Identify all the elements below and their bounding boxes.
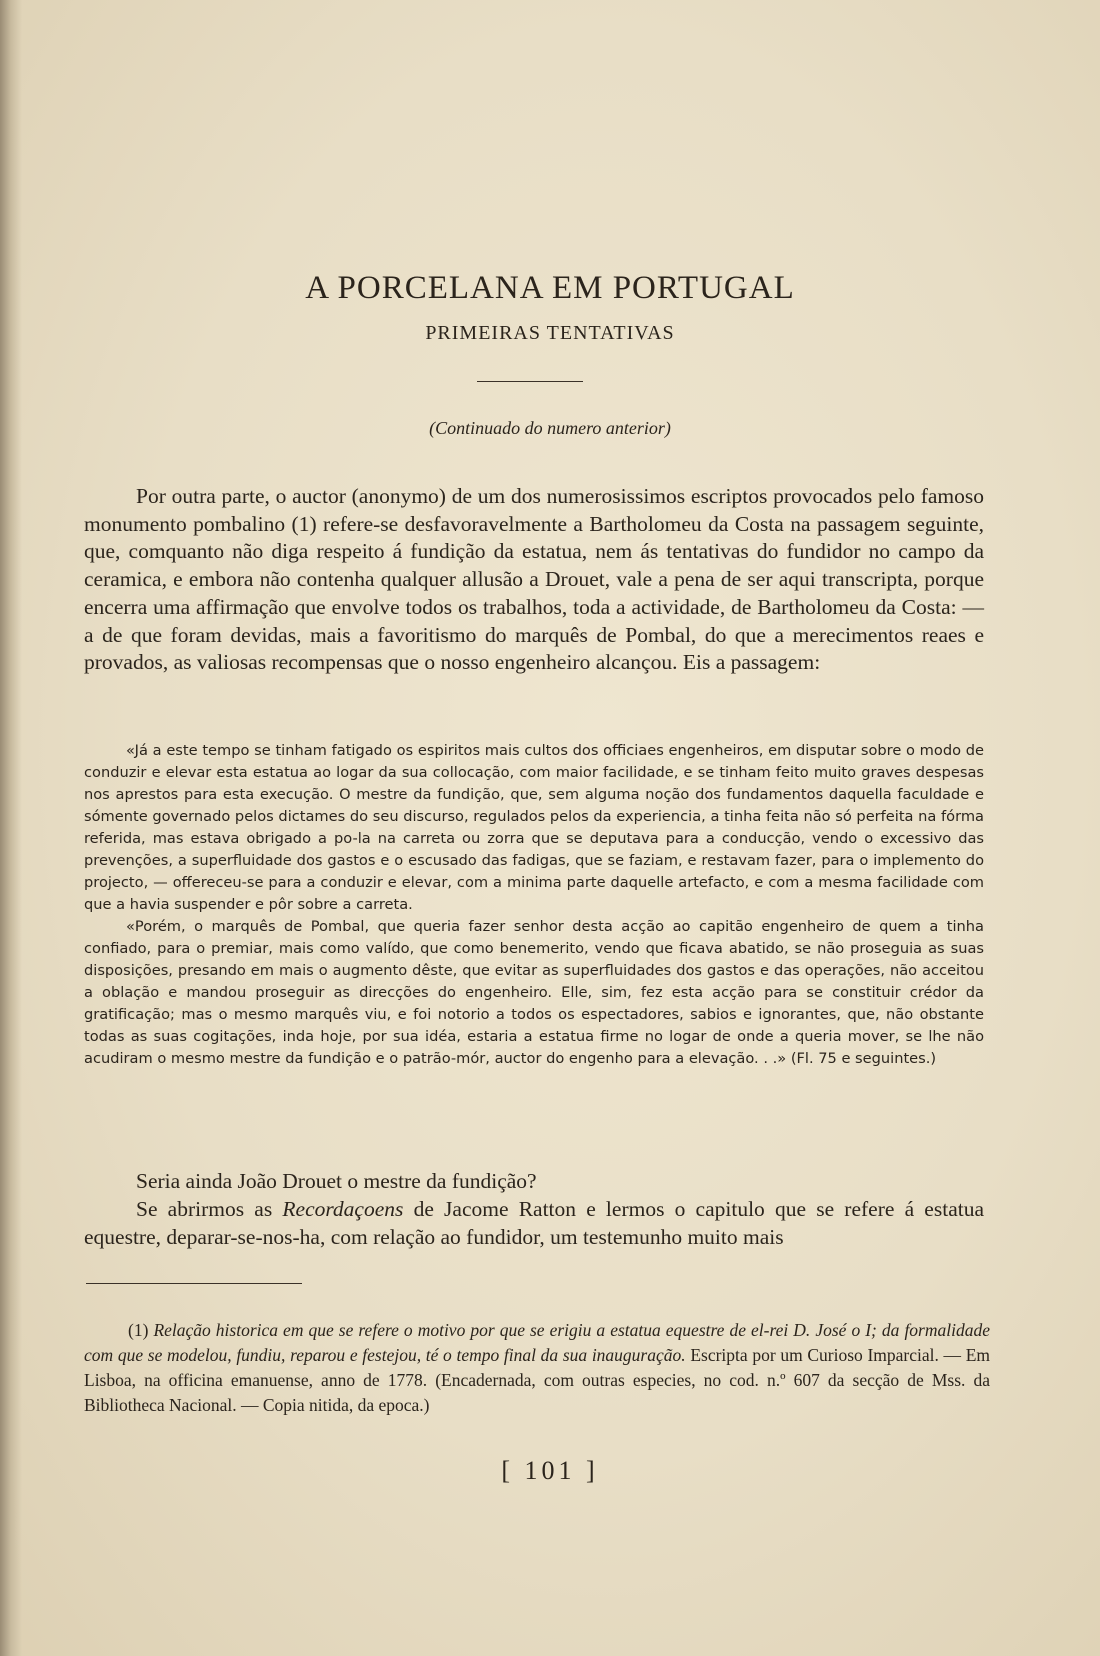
- footnote-number: (1): [128, 1320, 149, 1340]
- quote-paragraph-1: «Já a este tempo se tinham fatigado os espiritos mais cultos dos officiaes engenheiros, em disputar sobre o modo de conduzir e elevar esta estatua ao logar da sua collocação, com maior facilidade, e se tinham feito muito graves despesas nos aprestos para esta execução. O mestre da fundição, que, sem alguma noção dos fundamentos daquella faculdade e sómente governado pelos dictames do seu discurso, regulados pelos da experiencia, a tinha feita não só perfeita na fórma referida, mas estava obrigado a po-la na carreta ou zorra que se deputava para a conducção, vendo o excessivo das prevenções, a superfluidade dos gastos e o escusado das fadigas, que se faziam, e restavam fazer, para o implemento do projecto, — offereceu-se para a conduzir e elevar, com a minima parte daquelle artefacto, e com a mesma facilidade com que a havia suspender e pôr sobre a carreta.: [84, 742, 984, 913]
- footnote: [84, 1318, 990, 1418]
- footnote-work-title: Relação historica em que se refere o motivo por que se erigiu a estatua equestre de el-rei D. José o I; da formalidade com que se modelou, fundiu, reparou e festejou, té o tempo final da sua inauguração.: [84, 1320, 990, 1365]
- paragraph-2: Seria ainda João Drouet o mestre da fundição?: [136, 1169, 537, 1193]
- article-subtitle: PRIMEIRAS TENTATIVAS: [425, 322, 675, 344]
- quote-paragraph-2: «Porém, o marquês de Pombal, que queria fazer senhor desta acção ao capitão engenheiro de quem a tinha confiado, para o premiar, mais como valído, que como benemerito, vendo que ficava abatido, se não proseguia as suas disposições, presando em mais o augmento dêste, que evitar as superfluidades dos gastos e das operações, não acceitou a oblação e mandou proseguir as direcções do engenheiro. Elle, sim, fez esta acção para se constituir crédor da gratificação; mas o mesmo marquês viu, e foi notorio a todos os espectadores, sabios e ignorantes, que, não obstante todas as suas cogitações, inda hoje, por sua idéa, estaria a estatua firme no logar de onde a queria mover, se lhe não acudiram o mesmo mestre da fundição e o patrão-mór, auctor do engenho para a elevação. . .» (Fl. 75 e seguintes.): [84, 918, 984, 1067]
- footnote-divider: [86, 1283, 302, 1284]
- page-number: [ 101 ]: [501, 1456, 599, 1485]
- paragraph-3-after: de Jacome Ratton e lermos o capitulo que se refere á estatua equestre, deparar-se-nos-ha, com relação ao fundidor, um testemunho muito mais: [84, 1197, 985, 1249]
- paragraph-3: [84, 1195, 984, 1251]
- block-quote: [84, 740, 984, 1070]
- title-divider: [477, 381, 583, 382]
- continued-note: (Continuado do numero anterior): [429, 418, 671, 438]
- paragraph-1: Por outra parte, o auctor (anonymo) de um dos numerosissimos escriptos provocados pelo famoso monumento pombalino (1) refere-se desfavoravelmente a Bartholomeu da Costa na passagem seguinte, que, comquanto não diga respeito á fundição da estatua, nem ás tentativas do fundidor no campo da ceramica, e embora não contenha qualquer allusão a Drouet, vale a pena de ser aqui transcripta, porque encerra uma affirmação que envolve todos os trabalhos, toda a actividade, de Bartholomeu da Costa: — a de que foram devidas, mais a favoritismo do marquês de Pombal, do que a merecimentos reaes e provados, as valiosas recompensas que o nosso engenheiro alcançou. Eis a passagem:: [84, 484, 984, 675]
- footnote-details: Escripta por um Curioso Imparcial. — Em Lisboa, na officina emanuense, anno de 1778. (Encadernada, com outras especies, no cod. n.º 607 da secção de Mss. da Bibliotheca Nacional. — Copia nitida, da epoca.): [84, 1345, 990, 1415]
- article-title: A PORCELANA EM PORTUGAL: [305, 270, 795, 307]
- binding-gutter: [0, 0, 22, 1656]
- book-title-recordacoens: Recordaçoens: [282, 1197, 404, 1221]
- paragraph-3-before: Se abrirmos as: [136, 1197, 283, 1221]
- closing-paragraphs: [84, 1167, 984, 1251]
